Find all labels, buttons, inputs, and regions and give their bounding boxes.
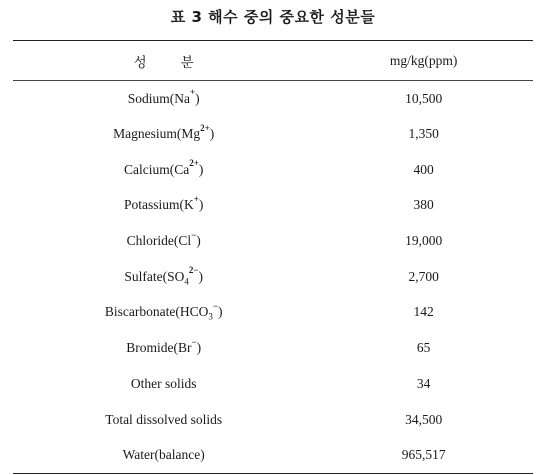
table-row — [13, 330, 533, 366]
component-column-header: 성분 — [13, 41, 314, 81]
table-body — [13, 81, 533, 474]
ion-charge: − — [212, 300, 218, 311]
table-row — [13, 188, 533, 224]
component-name: Bromide(Br — [126, 340, 192, 356]
concentration-column-header: mg/kg(ppm) — [314, 41, 533, 81]
concentration-value-cell: 1,350 — [408, 126, 439, 142]
component-name: Chloride(Cl — [126, 233, 192, 249]
concentration-value-cell: 2,700 — [408, 268, 439, 284]
closing-paren: ) — [217, 304, 223, 320]
closing-paren: ) — [196, 340, 202, 356]
subscript: 3 — [208, 312, 213, 323]
table-caption: 표 3 해수 중의 중요한 성분들 — [170, 8, 376, 26]
ion-charge: 2− — [188, 265, 199, 276]
component-name-cell — [13, 81, 314, 117]
component-name: Potassium(K — [123, 197, 194, 213]
component-name: Calcium(Ca — [123, 161, 190, 177]
component-name-cell — [13, 152, 314, 188]
table-row — [13, 152, 533, 188]
table-row — [13, 366, 533, 402]
component-name-cell — [13, 366, 314, 402]
closing-paren: ) — [198, 161, 204, 177]
closing-paren: ) — [195, 90, 200, 106]
closing-paren: ) — [198, 268, 203, 284]
component-name: Sulfate(SO — [124, 268, 185, 284]
concentration-value-cell: 380 — [413, 197, 434, 213]
closing-paren: ) — [196, 233, 201, 249]
table-row — [13, 116, 533, 152]
component-name: Magnesium(Mg — [113, 126, 201, 142]
ion-charge: 2+ — [189, 158, 199, 169]
ion-charge: 2+ — [200, 122, 210, 133]
table-header-row — [13, 41, 533, 81]
concentration-value-cell: 10,500 — [405, 90, 443, 106]
table-row — [13, 259, 533, 295]
component-name: Biscarbonate(HCO — [104, 304, 209, 320]
concentration-value-cell: 34 — [416, 375, 431, 391]
component-name-cell — [13, 402, 314, 438]
table-row — [13, 402, 533, 438]
table-row — [13, 295, 533, 331]
closing-paren: ) — [209, 126, 215, 142]
component-name-cell — [13, 259, 314, 295]
concentration-value-cell: 19,000 — [405, 233, 443, 249]
closing-paren: ) — [198, 197, 204, 213]
ion-charge: − — [191, 336, 197, 347]
component-name-cell — [13, 116, 314, 152]
component-name-cell — [13, 437, 314, 473]
component-name: Total dissolved solids — [105, 411, 223, 427]
table-row — [13, 81, 533, 117]
table-row — [13, 437, 533, 473]
component-name-cell — [13, 295, 314, 331]
component-name-cell — [13, 330, 314, 366]
component-name-cell — [13, 223, 314, 259]
table-row — [13, 223, 533, 259]
subscript: 4 — [184, 276, 189, 287]
component-name: Water(balance) — [122, 446, 205, 462]
component-name: Other solids — [130, 375, 197, 391]
concentration-value-cell: 142 — [413, 304, 434, 320]
component-name: Sodium(Na — [127, 90, 190, 106]
concentration-value-cell: 65 — [416, 340, 431, 356]
ion-charge: + — [193, 193, 199, 204]
ion-charge: − — [191, 229, 197, 240]
component-name-cell — [13, 188, 314, 224]
ion-charge: + — [189, 87, 196, 98]
concentration-value-cell: 400 — [413, 161, 434, 177]
concentration-value-cell: 34,500 — [405, 411, 443, 427]
concentration-value-cell: 965,517 — [314, 437, 533, 473]
seawater-components-table — [13, 40, 533, 474]
